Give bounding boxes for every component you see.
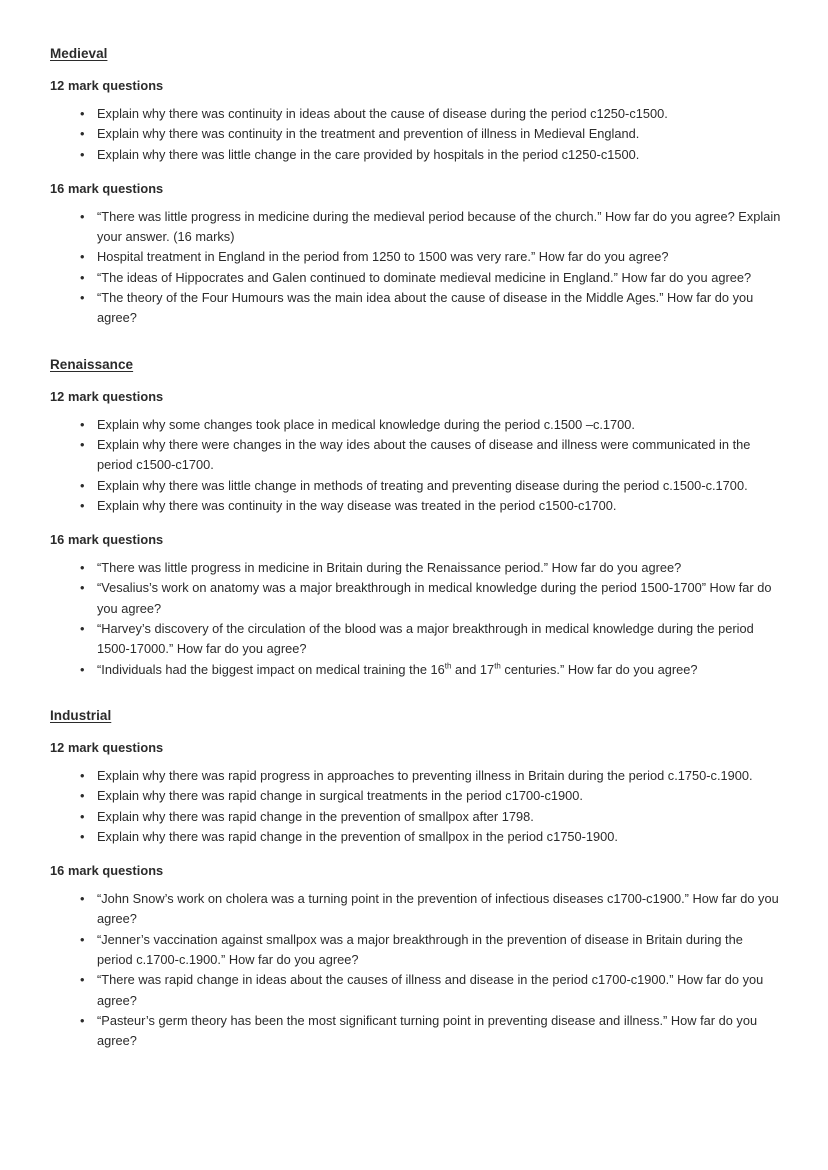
question-list-medieval-12: [50, 104, 782, 165]
section-industrial: [50, 706, 782, 1052]
list-item: • Explain why there was little change in the care provided by hospitals in the period c1250-c1500.: [50, 145, 782, 165]
list-item: • Explain why there was continuity in ideas about the cause of disease during the period c1250-c1500.: [50, 104, 782, 124]
question-list-medieval-16: [50, 207, 782, 329]
subheading-medieval-16-mark: 16 mark questions: [50, 180, 164, 196]
list-item: • Hospital treatment in England in the period from 1250 to 1500 was very rare.” How far do you agree?: [50, 247, 782, 267]
list-item: • Explain why there was little change in methods of treating and preventing disease during the period c.1500-c.1700.: [50, 476, 782, 496]
section-spacer: [50, 694, 782, 706]
list-item: • Explain why there was rapid change in surgical treatments in the period c1700-c1900.: [50, 786, 782, 806]
question-list-renaissance-16: [50, 558, 782, 680]
question-list-industrial-16: [50, 889, 782, 1051]
subheading-industrial-16-mark: 16 mark questions: [50, 863, 164, 879]
section-heading-industrial: Industrial: [50, 707, 112, 723]
list-item: • “Harvey’s discovery of the circulation of the blood was a major breakthrough in medical knowledge during the period 1500-17000.” How far do you agree?: [50, 619, 782, 660]
list-item: • Explain why there was continuity in the treatment and prevention of illness in Medieval England.: [50, 124, 782, 144]
list-item: • Explain why there were changes in the way ides about the causes of disease and illness were communicated in the period c1500-c1700.: [50, 435, 782, 476]
section-medieval: [50, 44, 782, 329]
list-item: • Explain why there was rapid change in the prevention of smallpox after 1798.: [50, 807, 782, 827]
question-list-industrial-12: [50, 766, 782, 847]
list-item: • Explain why there was continuity in the way disease was treated in the period c1500-c1700.: [50, 496, 782, 516]
list-item: • “Pasteur’s germ theory has been the most significant turning point in preventing disease and illness.” How far do you agree?: [50, 1011, 782, 1052]
subheading-renaissance-12-mark: 12 mark questions: [50, 388, 164, 404]
list-item: • Explain why some changes took place in medical knowledge during the period c.1500 –c.1700.: [50, 415, 782, 435]
list-item: • “The theory of the Four Humours was the main idea about the cause of disease in the Middle Ages.” How far do you agree?: [50, 288, 782, 329]
list-item: • “The ideas of Hippocrates and Galen continued to dominate medieval medicine in England.” How far do you agree?: [50, 268, 782, 288]
list-item: • Explain why there was rapid change in the prevention of smallpox in the period c1750-1900.: [50, 827, 782, 847]
section-heading-medieval: Medieval: [50, 46, 108, 61]
subheading-medieval-12-mark: 12 mark questions: [50, 78, 164, 93]
list-item: • “There was little progress in medicine in Britain during the Renaissance period.” How far do you agree?: [50, 558, 782, 578]
list-item: • “There was little progress in medicine during the medieval period because of the church.” How far do you agree? Explain your answer. (16 marks): [50, 207, 782, 248]
list-item: • “Jenner’s vaccination against smallpox was a major breakthrough in the prevention of disease in Britain during the period c.1700-c.1900.” How far do you agree?: [50, 930, 782, 971]
section-spacer: [50, 343, 782, 355]
question-list-renaissance-12: [50, 415, 782, 516]
list-item: • “There was rapid change in ideas about the causes of illness and disease in the period c1700-c1900.” How far do you agree?: [50, 970, 782, 1011]
list-item: • “Vesalius’s work on anatomy was a major breakthrough in medical knowledge during the period 1500-1700” How far do you agree?: [50, 578, 782, 619]
subheading-renaissance-16-mark: 16 mark questions: [50, 532, 164, 548]
list-item: • “Individuals had the biggest impact on medical training the 16th and 17th centuries.” How far do you agree?: [50, 660, 782, 680]
list-item: • Explain why there was rapid progress in approaches to preventing illness in Britain during the period c.1750-c.1900.: [50, 766, 782, 786]
list-item: • “John Snow’s work on cholera was a turning point in the prevention of infectious diseases c1700-c1900.” How far do you agree?: [50, 889, 782, 930]
section-heading-renaissance: Renaissance: [50, 356, 134, 372]
section-renaissance: [50, 355, 782, 680]
subheading-industrial-12-mark: 12 mark questions: [50, 739, 164, 755]
document-body: [50, 44, 782, 1066]
